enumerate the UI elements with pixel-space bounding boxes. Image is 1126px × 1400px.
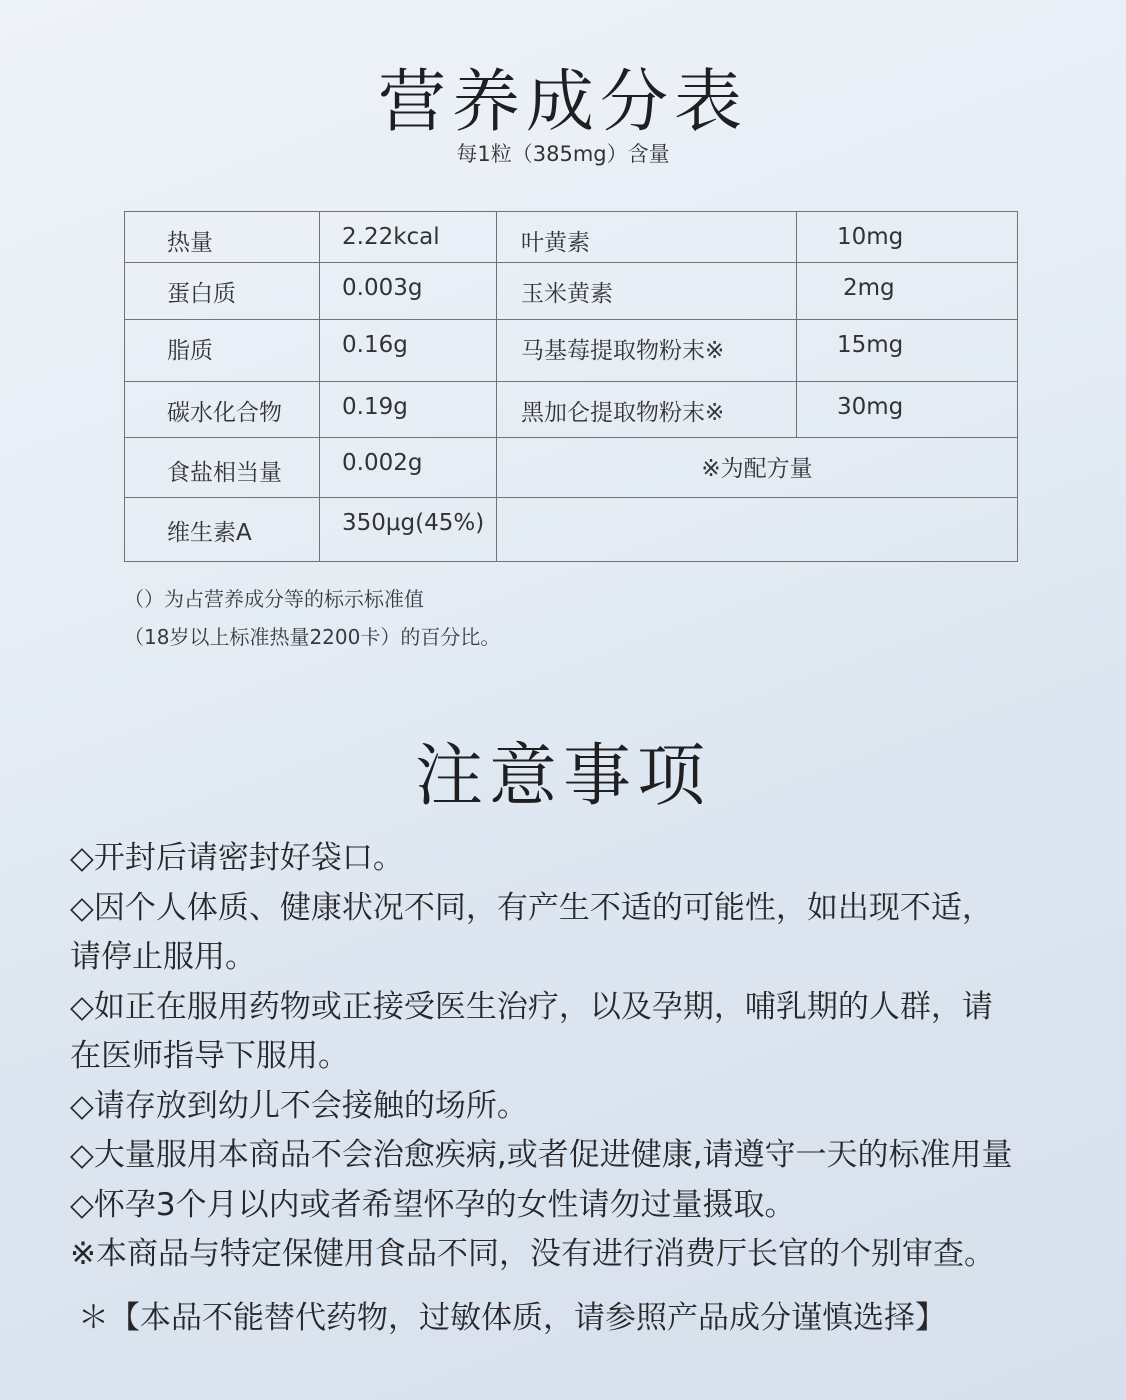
table-row: [125, 438, 1018, 498]
ingredient-value: 2mg: [797, 263, 1018, 320]
notice-line: ※本商品与特定保健用食品不同，没有进行消费厅长官的个别审查。: [70, 1236, 995, 1272]
table-row: [125, 382, 1018, 438]
nutrient-value: 0.003g: [320, 263, 497, 320]
ingredient-value: 10mg: [797, 212, 1018, 263]
notice-line: 请停止服用。: [70, 939, 256, 975]
nutrition-table: [124, 211, 1018, 562]
notice-list: [70, 834, 1070, 1280]
notice-title: 注意事项: [414, 737, 711, 816]
nutrient-name: 食盐相当量: [125, 438, 320, 498]
table-row: [125, 263, 1018, 320]
ingredient-name: 玉米黄素: [497, 263, 797, 320]
notice-line: 在医师指导下服用。: [70, 1038, 349, 1074]
nutrient-name: 蛋白质: [125, 263, 320, 320]
nutrient-value: 0.16g: [320, 320, 497, 382]
ingredient-value: 30mg: [797, 382, 1018, 438]
footnote-line: （18岁以上标准热量2200卡）的百分比。: [124, 625, 501, 649]
notice-line: ◇开封后请密封好袋口。: [70, 840, 404, 876]
notice-line: ◇因个人体质、健康状况不同，有产生不适的可能性，如出现不适，: [70, 889, 993, 926]
nutrient-value: 0.19g: [320, 382, 497, 438]
ingredient-name: 黑加仑提取物粉末※: [497, 382, 797, 438]
ingredient-name: 叶黄素: [497, 212, 797, 263]
notice-line: ◇大量服用本商品不会治愈疾病,或者促进健康,请遵守一天的标准用量: [70, 1137, 1013, 1173]
nutrient-value: 2.22kcal: [320, 212, 497, 263]
footnote-line: （）为占营养成分等的标示标准值: [124, 587, 424, 611]
nutrient-value: 0.002g: [320, 438, 497, 498]
ingredient-name: 马基莓提取物粉末※: [497, 320, 797, 382]
nutrient-name: 脂质: [125, 320, 320, 382]
empty-cell: [497, 498, 1018, 562]
formula-note: ※为配方量: [497, 438, 1018, 498]
nutrient-name: 维生素A: [125, 498, 320, 562]
notice-line: ◇如正在服用药物或正接受医生治疗，以及孕期，哺乳期的人群，请: [70, 988, 993, 1025]
table-row: [125, 320, 1018, 382]
disclaimer: ＊【本品不能替代药物，过敏体质，请参照产品成分谨慎选择】: [78, 1300, 946, 1336]
nutrient-name: 碳水化合物: [125, 382, 320, 438]
nutrient-value: 350μg(45%): [320, 498, 497, 562]
table-row: [125, 212, 1018, 263]
table-row: [125, 498, 1018, 562]
nutrient-name: 热量: [125, 212, 320, 263]
ingredient-value: 15mg: [797, 320, 1018, 382]
notice-line: ◇请存放到幼儿不会接触的场所。: [70, 1087, 528, 1124]
serving-size: 每1粒（385mg）含量: [456, 142, 670, 166]
nutrition-title: 营养成分表: [377, 63, 748, 142]
footnote: [124, 580, 500, 656]
notice-line: ◇怀孕3个月以内或者希望怀孕的女性请勿过量摄取。: [70, 1186, 796, 1223]
